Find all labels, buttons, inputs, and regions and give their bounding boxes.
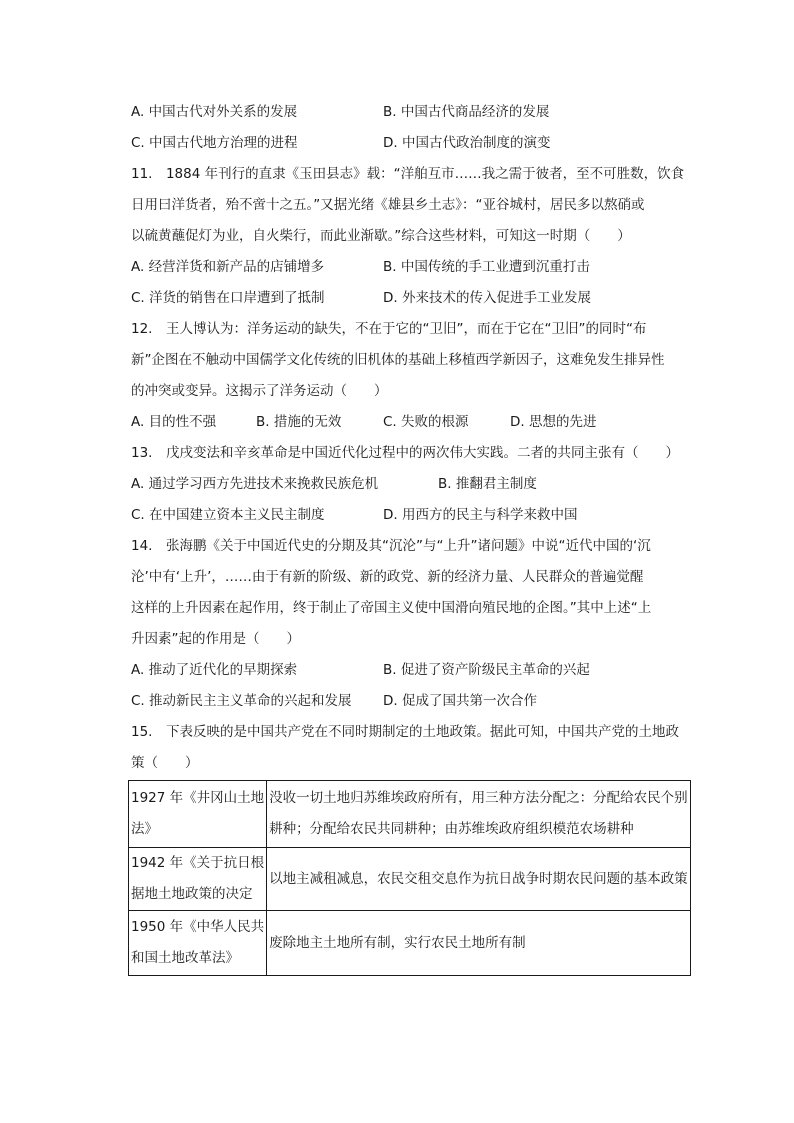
q13-option-a[interactable]: A. 通过学习西方先进技术来挽救民族危机: [131, 476, 379, 492]
q13-options-row-1: [131, 472, 696, 503]
question-12: [131, 317, 696, 441]
question-14-stem-line: 升因素”起的作用是（ ）: [131, 631, 300, 647]
q13-option-b[interactable]: B. 推翻君主制度: [438, 476, 537, 492]
question-11-stem-line: 以硫黄蘸促灯为业，自火柴行，而此业渐歇。”综合这些材料，可知这一时期（ ）: [131, 228, 631, 244]
table-row: [129, 848, 691, 911]
question-11-stem-line: 11. 1884 年刊行的直隶《玉田县志》载：“洋舶互市……我之需于彼者，至不可胜数，饮食: [131, 166, 685, 182]
table-cell-policy: [267, 781, 691, 848]
cell-text: 和国土地改革法》: [131, 950, 239, 966]
q14-options-row-2: [131, 689, 696, 720]
question-15-stem-line: 15. 下表反映的是中国共产党在不同时期制定的土地政策。据此可知，中国共产党的土地政: [131, 724, 679, 740]
cell-text: 1927 年《井冈山土地: [131, 790, 265, 806]
question-11: [131, 162, 696, 317]
cell-text: 没收一切土地归苏维埃政府所有，用三种方法分配之：分配给农民个别: [269, 790, 688, 806]
q11-options-row-1: [131, 255, 696, 286]
cell-text: 法》: [131, 821, 158, 837]
q14-option-b[interactable]: B. 促进了资产阶级民主革命的兴起: [383, 662, 590, 678]
question-13-stem-line: 13. 戊戌变法和辛亥革命是中国近代化过程中的两次伟大实践。二者的共同主张有（ ）: [131, 445, 679, 461]
q10-options-row-1: [131, 100, 696, 131]
cell-text: 1942 年《关于抗日根: [131, 855, 265, 871]
q11-option-a[interactable]: A. 经营洋货和新产品的店铺增多: [131, 259, 325, 275]
q10-option-c[interactable]: C. 中国古代地方治理的进程: [131, 135, 298, 151]
q12-options-row: [131, 410, 696, 441]
q13-options-row-2: [131, 503, 696, 534]
q12-option-a[interactable]: A. 目的性不强: [131, 414, 217, 430]
q14-option-a[interactable]: A. 推动了近代化的早期探索: [131, 662, 298, 678]
q13-option-c[interactable]: C. 在中国建立资本主义民主制度: [131, 507, 325, 523]
table-cell-document: [129, 911, 267, 976]
q11-option-c[interactable]: C. 洋货的销售在口岸遭到了抵制: [131, 290, 325, 306]
question-14-stem-line: 沦’中有‘上升’，……由于有新的阶级、新的政党、新的经济力量、人民群众的普遍觉醒: [131, 569, 644, 585]
cell-text: 耕种；分配给农民共同耕种；由苏维埃政府组织模范农场耕种: [269, 821, 634, 837]
q11-option-b[interactable]: B. 中国传统的手工业遭到沉重打击: [383, 259, 590, 275]
cell-text: 据地土地政策的决定: [131, 886, 253, 902]
q11-option-d[interactable]: D. 外来技术的传入促进手工业发展: [383, 290, 591, 306]
q12-option-d[interactable]: D. 思想的先进: [510, 414, 597, 430]
q14-option-c[interactable]: C. 推动新民主主义革命的兴起和发展: [131, 693, 352, 709]
question-14-stem-line: 这样的上升因素在起作用，终于制止了帝国主义使中国滑向殖民地的企图。”其中上述“上: [131, 600, 652, 616]
table-row: [129, 781, 691, 848]
question-12-stem-line: 新”企图在不触动中国儒学文化传统的旧机体的基础上移植西学新因子，这难免发生排异性: [131, 352, 665, 368]
table-cell-document: [129, 848, 267, 911]
question-15: [131, 720, 696, 782]
table-row: [129, 911, 691, 976]
question-15-stem-line: 策（ ）: [131, 755, 199, 771]
q10-option-a[interactable]: A. 中国古代对外关系的发展: [131, 104, 298, 120]
question-14-stem-line: 14. 张海鹏《关于中国近代史的分期及其“沉沦”与“上升”诸问题》中说“近代中国的‘沉: [131, 538, 651, 554]
table-cell-policy: [267, 848, 691, 911]
question-11-stem-line: 日用曰洋货者，殆不啻十之五。”又据光绪《雄县乡土志》：“亚谷城村，居民多以熬硝或: [131, 197, 645, 213]
question-12-stem-line: 12. 王人博认为：洋务运动的缺失，不在于它的“卫旧”，而在于它在“卫旧”的同时“布: [131, 321, 647, 337]
question-12-stem-line: 的冲突或变异。这揭示了洋务运动（ ）: [131, 383, 388, 399]
cell-text: 以地主减租减息，农民交租交息作为抗日战争时期农民问题的基本政策: [269, 870, 688, 887]
q10-option-b[interactable]: B. 中国古代商品经济的发展: [383, 104, 550, 120]
q10-option-d[interactable]: D. 中国古代政治制度的演变: [383, 135, 551, 151]
question-content: [131, 100, 696, 782]
q14-option-d[interactable]: D. 促成了国共第一次合作: [383, 693, 537, 709]
land-policy-table: [128, 780, 691, 976]
question-14: [131, 534, 696, 720]
q10-options-row-2: [131, 131, 696, 162]
table-cell-document: [129, 781, 267, 848]
cell-text: 废除地主土地所有制，实行农民土地所有制: [269, 934, 526, 951]
q12-option-c[interactable]: C. 失败的根源: [383, 414, 469, 430]
q11-options-row-2: [131, 286, 696, 317]
q13-option-d[interactable]: D. 用西方的民主与科学来救中国: [383, 507, 578, 523]
q12-option-b[interactable]: B. 措施的无效: [256, 414, 342, 430]
cell-text: 1950 年《中华人民共: [131, 919, 265, 935]
q14-options-row-1: [131, 658, 696, 689]
table-cell-policy: [267, 911, 691, 976]
question-13: [131, 441, 696, 534]
